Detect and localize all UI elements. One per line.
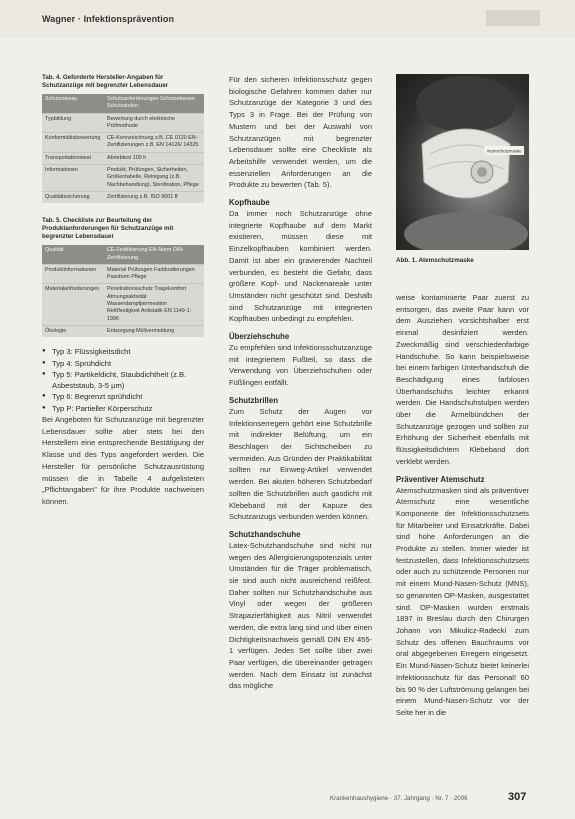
left-column <box>42 74 204 508</box>
table-cell: Materialanforderungen <box>42 284 104 325</box>
running-title: Wagner · Infektionsprävention <box>42 14 175 24</box>
table-cell: Material Prüfungen Farbkodierungen Passform Pflege <box>104 264 204 284</box>
table-cell: CE-Zertifizierung EN-Norm DIN-Zertifizierung <box>104 245 204 264</box>
body-paragraph: Da immer noch Schutzanzüge ohne integrierte Kopfhaube auf dem Markt existieren, müssen diese mit Einzelkopfhauben kombiniert werden. Damit ist aber ein gravierender Nachteil verbunden, es besteht die Gefahr, dass größere Kopf- und Nackenareale unter Umständen nicht geschützt sind. Deshalb sind Schutzanzüge mit integrierten Kopfhauben unbedingt zu empfehlen. <box>229 209 372 324</box>
middle-column <box>229 74 372 692</box>
table-cell: Qualitätssicherung <box>42 191 104 203</box>
table-cell: Bewertung durch elektrische Prüfmethode <box>104 113 204 133</box>
table-cell: Qualität <box>42 245 104 264</box>
list-item: ● Typ P: Partieller Körperschutz <box>42 403 204 414</box>
section-heading: Schutzbrillen <box>229 395 278 405</box>
body-paragraph: Für den sicheren Infektionsschutz gegen biologische Gefahren kommen daher nur Schutzanzüge der Kategorie 3 und des Typs 3 in Frage. Bei der Prüfung von Mustern und bei der Auswahl von Schutzanzügen mit begrenzter Lebensdauer sollte eine Checkliste als Arbeitshilfe verwendet werden, um die essenziellen Anforderungen an die Produkte zu bewerten (Tab. 5). <box>229 75 372 190</box>
table-row <box>42 264 204 284</box>
table-cell: CE-Kennzeichnung z.B. CE 0120 EN-Zertifizierungen z.B. EN 14126/ 14325 <box>104 133 204 153</box>
body-paragraph: weise kontaminierte Paar zuerst zu entsorgen, das zweite Paar kann vor dem Ausziehen vorsichtshalber erst einmal desinfiziert werden. Zweckmäßig sind verschiedenfarbige Handschuhe. So kann beispielsweise bei einem farbigen Unterhandschuh die Beschädigung eines farblosen Überhandschuhs leichter erkannt werden. Die Handschuhstulpen werden über die Ärmelbündchen der Schutzanzüge gezogen und sollten zur Erhöhung der Sicherheit ebenfalls mit flüssigkeitsdichtem Klebeband dort verklebt werden. <box>396 293 529 466</box>
body-paragraph: Atemschutzmasken sind als präventiver Atemschutz eine wesentliche Komponente der Infektionsschutzsets für Mitarbeiter und Einsatzkräfte. Dabei sind hohe Anforderungen an die Produkte zu stellen. Immer wieder ist festzustellen, dass Infektionsschutzsets oder auch zu schützende Personen nur mit einem Mund-Nasen-Schutz (MNS), so genannten OP-Masken, ausgestattet sind. OP-Masken wurden erstmals 1897 in Breslau durch den Chirurgen Johann von Mikulicz-Radecki zum Schutz des offenen Bauchraums vor oral abgegebenen Erregern eingesetzt. Ein Mund-Nasen-Schutz bietet keinerlei Infektionsschutz für das Personal! 60 bis 90 % der Luftströmung gelangen bei einem Mund-Nasen-Schutz vor der Seite her in die <box>396 485 529 717</box>
table-cell: Konformitätsbewertung <box>42 133 104 153</box>
table-cell: Abriebtest 100 h <box>104 152 204 164</box>
body-paragraph: Bei Angeboten für Schutzanzüge mit begrenzter Lebensdauer sollte aber stets bei den Herstellern eine entsprechende Bestätigung der Klasse und des Typs angefordert werden. Die Hersteller für persönliche Schutzausrüstung müssen die in Tabelle 4 aufgelisteten „Pflichtangaben" für ihre Produkte nachweisen können. <box>42 415 204 506</box>
table-cell: Penetrationsschutz Tragekomfort Atmungsaktivität Wasserdampfpermeation Reißfestigkeit Antistatik EN 1149-1: 1996 <box>104 284 204 325</box>
table-cell: Zertifizierung z.B. ISO 9001 ff <box>104 191 204 203</box>
table-cell: Transportationstest <box>42 152 104 164</box>
body-paragraph: Zu empfehlen sind Infektionsschutzanzüge mit integriertem Fußteil, so dass die Verwendung von Überziehschuhen oder Füßlingen entfällt. <box>229 343 372 388</box>
table4-header-row <box>42 94 204 113</box>
table-row <box>42 191 204 203</box>
mask-label: Atemschutzmaske <box>486 148 522 154</box>
table4-header-cell: Schutzniveau <box>42 94 104 113</box>
table4-caption: Tab. 4. Geforderte Hersteller-Angaben für Schutzanzüge mit begrenzter Lebensdauer <box>42 74 169 89</box>
figure-caption: Abb. 1. Atemschutzmaske <box>396 257 474 264</box>
type-list <box>42 346 204 414</box>
table-cell: Entsorgung Müllvermeidung <box>104 325 204 337</box>
table-row <box>42 133 204 153</box>
list-item: ● Typ 3: Flüssigkeitsdicht <box>42 346 204 357</box>
table5 <box>42 245 204 337</box>
table-row <box>42 284 204 325</box>
table4 <box>42 94 204 203</box>
table-row <box>42 245 204 264</box>
table-cell: Typbildung <box>42 113 104 133</box>
section-heading: Kopfhaube <box>229 198 270 208</box>
body-paragraph: Zum Schutz der Augen vor Infektionserregern gehört eine Schutzbrille mit indirekter Belüftung, um ein Beschlagen der Sichtscheiben zu vermeiden. Aus Gründen der Praktikabilität sollten nur Einweg-Artikel verwendet werden. Bei akuten höheren Schutzbedarf sollten die Schutzbrillen auch gasdicht mit Klebeband mit der Kapuze des Schutzanzugs verbunden werden können. <box>229 406 372 522</box>
section-heading: Schutzhandschuhe <box>229 529 301 539</box>
table-cell: Produktinformationen <box>42 264 104 284</box>
respirator-illustration <box>396 74 529 250</box>
respirator-photo <box>396 74 529 250</box>
section-heading: Präventiver Atemschutz <box>396 474 485 484</box>
table-row <box>42 325 204 337</box>
table5-caption: Tab. 5. Checkliste zur Beurteilung der Produktanforderungen für Schutzanzüge mit begrenzter Lebensdauer <box>42 217 174 241</box>
table-cell: Ökologie <box>42 325 104 337</box>
table-cell: Informationen <box>42 165 104 192</box>
right-column <box>396 292 529 719</box>
list-item: ● Typ 5: Partikeldicht, Staubdichtheit (z.B. Asbeststaub, 3-5 µm) <box>42 369 204 392</box>
header-tab <box>486 10 540 26</box>
list-item: ● Typ 6: Begrenzt sprühdicht <box>42 391 204 402</box>
body-paragraph: Latex-Schutzhandschuhe sind nicht nur wegen des Allergisierungspotenzials unter Umständen für die Träger problematisch, sie sind auch nicht ausreichend reißfest. Daher sollten nur Schutzhandschuhe aus Vinyl oder wegen der größeren Strapazierfähigkeit aus Nitril verwendet werden, die extra lang sind und über einen Dichtigkeitsnachweis gemäß DIN EN 455-1 verfügen. Jedes Set sollte über zwei Paar verfügen, die übereinander getragen werden. Nach dem Einsatz ist zunächst das mögliche <box>229 540 372 691</box>
table4-header-cell: Schutzanforderungen Schutzebenen Schutzstufen <box>104 94 204 113</box>
table-row <box>42 152 204 164</box>
table-cell: Produkt, Prüfungen, Sicherheiten, Größentabelle, Reinigung (z.B. Nachbehandlung), Sterilisation, Pflege <box>104 165 204 192</box>
page-number: 307 <box>508 791 527 803</box>
list-item: ● Typ 4: Sprühdicht <box>42 358 204 369</box>
table-row <box>42 113 204 133</box>
journal-footer: Krankenhaushygiene · 37. Jahrgang · Nr. 7 · 2006 <box>330 795 468 802</box>
table-row <box>42 165 204 192</box>
section-heading: Überziehschuhe <box>229 332 290 342</box>
